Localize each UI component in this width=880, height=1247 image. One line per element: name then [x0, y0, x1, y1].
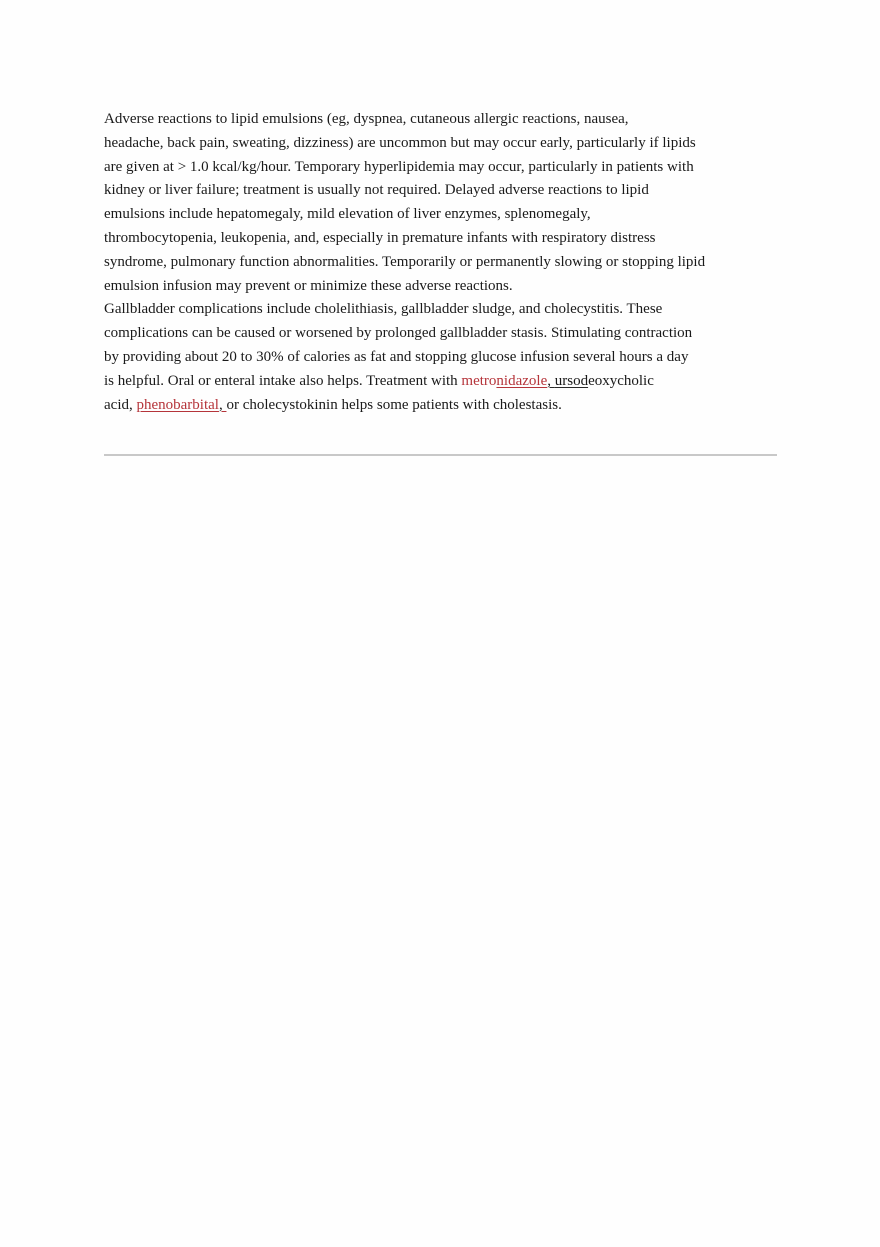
text-line: kidney or liver failure; treatment is usually not required. Delayed adverse reactions to lipid [104, 182, 649, 199]
text-line-with-links [104, 394, 784, 418]
metronidazole-link[interactable] [461, 373, 547, 389]
link-text-part: metro [461, 372, 497, 389]
paragraph-lipid-adverse-reactions [104, 108, 784, 298]
phenobarbital-link[interactable]: phenobarbital [136, 396, 219, 413]
text-line: by providing about 20 to 30% of calories as fat and stopping glucose infusion several hours a day [104, 348, 689, 365]
text-line: are given at > 1.0 kcal/kg/hour. Temporary hyperlipidemia may occur, particularly in patients with [104, 158, 694, 175]
text-segment: , [218, 396, 227, 413]
text-line: headache, back pain, sweating, dizziness) are uncommon but may occur early, particularly if lipids [104, 134, 696, 151]
text-segment: , [547, 372, 555, 389]
text-line: complications can be caused or worsened by prolonged gallbladder stasis. Stimulating contraction [104, 325, 693, 342]
text-line: syndrome, pulmonary function abnormalities. Temporarily or permanently slowing or stopping lipid [104, 253, 706, 270]
paragraph-gallbladder-complications [104, 298, 784, 417]
text-line: Adverse reactions to lipid emulsions (eg, dyspnea, cutaneous allergic reactions, nausea, [104, 111, 629, 127]
article-body [104, 108, 784, 417]
text-line: emulsion infusion may prevent or minimize these adverse reactions. [104, 277, 513, 294]
text-line: Gallbladder complications include cholelithiasis, gallbladder sludge, and cholecystitis. These [104, 301, 663, 318]
text-line: thrombocytopenia, leukopenia, and, especially in premature infants with respiratory distress [104, 229, 656, 246]
text-segment: eoxycholic [588, 372, 654, 389]
text-line: emulsions include hepatomegaly, mild elevation of liver enzymes, splenomegaly, [104, 206, 591, 223]
section-divider [104, 454, 777, 456]
text-segment: acid, [104, 396, 137, 413]
text-line-with-links [104, 370, 784, 394]
text-segment: is helpful. Oral or enteral intake also helps. Treatment with [104, 372, 462, 389]
link-text-part: nidazole [496, 372, 548, 389]
text-segment: or cholecystokinin helps some patients with cholestasis. [226, 396, 562, 413]
ursodeoxycholic-underlined-part: ursod [554, 372, 589, 389]
